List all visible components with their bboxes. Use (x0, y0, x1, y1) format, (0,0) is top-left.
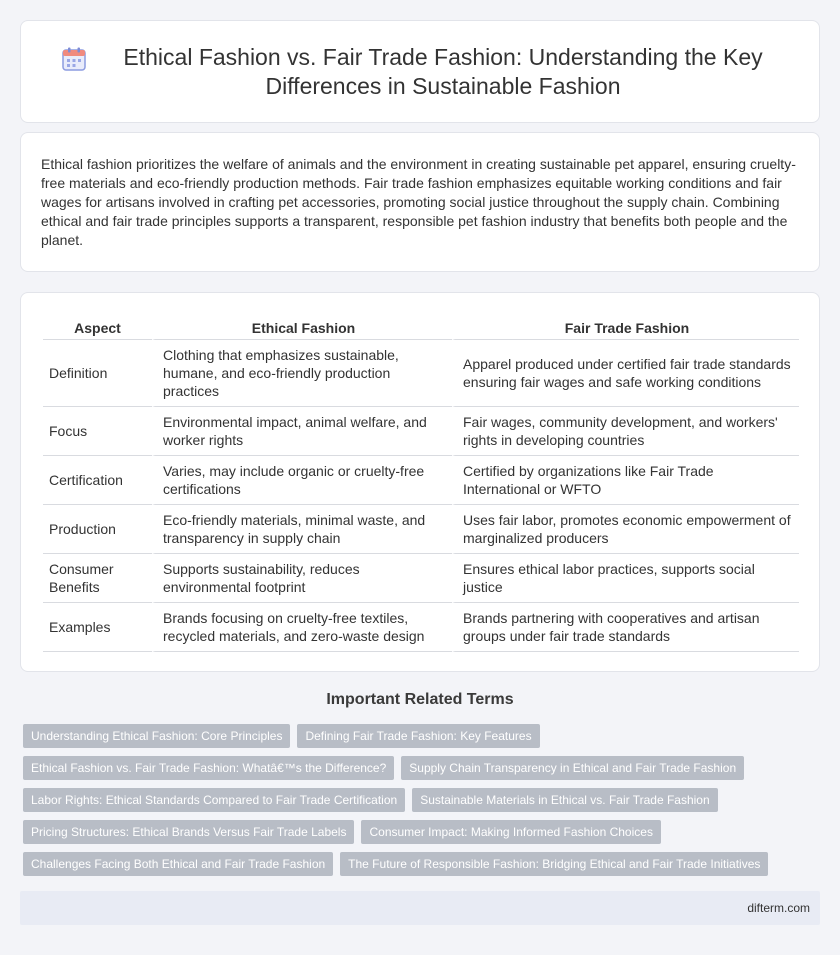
table-row (43, 407, 799, 456)
row-ethical: Varies, may include organic or cruelty-free certifications (152, 456, 452, 505)
row-fair: Uses fair labor, promotes economic empowerment of marginalized producers (452, 505, 799, 554)
related-term-link[interactable]: Supply Chain Transparency in Ethical and Fair Trade Fashion (401, 756, 744, 780)
row-fair: Certified by organizations like Fair Trade International or WFTO (452, 456, 799, 505)
header-card (20, 20, 820, 123)
related-term-link[interactable]: The Future of Responsible Fashion: Bridging Ethical and Fair Trade Initiatives (340, 852, 768, 876)
footer-site-link[interactable]: difterm.com (747, 901, 810, 915)
related-term-link[interactable]: Labor Rights: Ethical Standards Compared to Fair Trade Certification (23, 788, 405, 812)
comparison-table (43, 313, 799, 652)
row-aspect: Definition (43, 340, 152, 407)
header-aspect: Aspect (43, 313, 152, 340)
related-term-link[interactable]: Pricing Structures: Ethical Brands Versus Fair Trade Labels (23, 820, 354, 844)
table-row (43, 554, 799, 603)
row-ethical: Supports sustainability, reduces environmental footprint (152, 554, 452, 603)
table-header-row (43, 313, 799, 340)
row-aspect: Consumer Benefits (43, 554, 152, 603)
intro-card (20, 132, 820, 272)
table-row (43, 340, 799, 407)
table-row (43, 505, 799, 554)
footer (20, 891, 820, 925)
comparison-table-card (20, 292, 820, 672)
header-ethical-fashion: Ethical Fashion (152, 313, 452, 340)
calendar-icon (61, 46, 87, 72)
row-ethical: Environmental impact, animal welfare, and worker rights (152, 407, 452, 456)
intro-text: Ethical fashion prioritizes the welfare of animals and the environment in creating sustainable pet apparel, ensuring cruelty-free materials and eco-friendly production methods. Fair trade fashion emphasizes equitable working conditions and fair wages for artisans involved in crafting pet accessories, promoting social justice throughout the supply chain. Combining ethical and fair trade principles supports a transparent, responsible pet fashion industry that benefits both people and the planet. (41, 156, 796, 248)
row-aspect: Examples (43, 603, 152, 652)
related-term-link[interactable]: Sustainable Materials in Ethical vs. Fair Trade Fashion (412, 788, 717, 812)
row-fair: Fair wages, community development, and workers' rights in developing countries (452, 407, 799, 456)
related-term-link[interactable]: Understanding Ethical Fashion: Core Principles (23, 724, 290, 748)
row-fair: Apparel produced under certified fair trade standards ensuring fair wages and safe working conditions (452, 340, 799, 407)
page-title: Ethical Fashion vs. Fair Trade Fashion: Understanding the Key Differences in Sustainable Fashion (123, 43, 763, 99)
related-term-link[interactable]: Defining Fair Trade Fashion: Key Features (297, 724, 539, 748)
related-term-link[interactable]: Ethical Fashion vs. Fair Trade Fashion: Whatâ€™s the Difference? (23, 756, 394, 780)
header-fair-trade-fashion: Fair Trade Fashion (452, 313, 799, 340)
related-term-link[interactable]: Consumer Impact: Making Informed Fashion Choices (361, 820, 660, 844)
row-fair: Ensures ethical labor practices, supports social justice (452, 554, 799, 603)
row-ethical: Clothing that emphasizes sustainable, humane, and eco-friendly production practices (152, 340, 452, 407)
row-aspect: Production (43, 505, 152, 554)
row-aspect: Focus (43, 407, 152, 456)
related-term-link[interactable]: Challenges Facing Both Ethical and Fair Trade Fashion (23, 852, 333, 876)
row-ethical: Eco-friendly materials, minimal waste, and transparency in supply chain (152, 505, 452, 554)
related-terms-list (23, 724, 823, 884)
table-row (43, 456, 799, 505)
row-fair: Brands partnering with cooperatives and artisan groups under fair trade standards (452, 603, 799, 652)
table-row (43, 603, 799, 652)
row-aspect: Certification (43, 456, 152, 505)
related-terms-title: Important Related Terms (326, 691, 514, 708)
row-ethical: Brands focusing on cruelty-free textiles, recycled materials, and zero-waste design (152, 603, 452, 652)
